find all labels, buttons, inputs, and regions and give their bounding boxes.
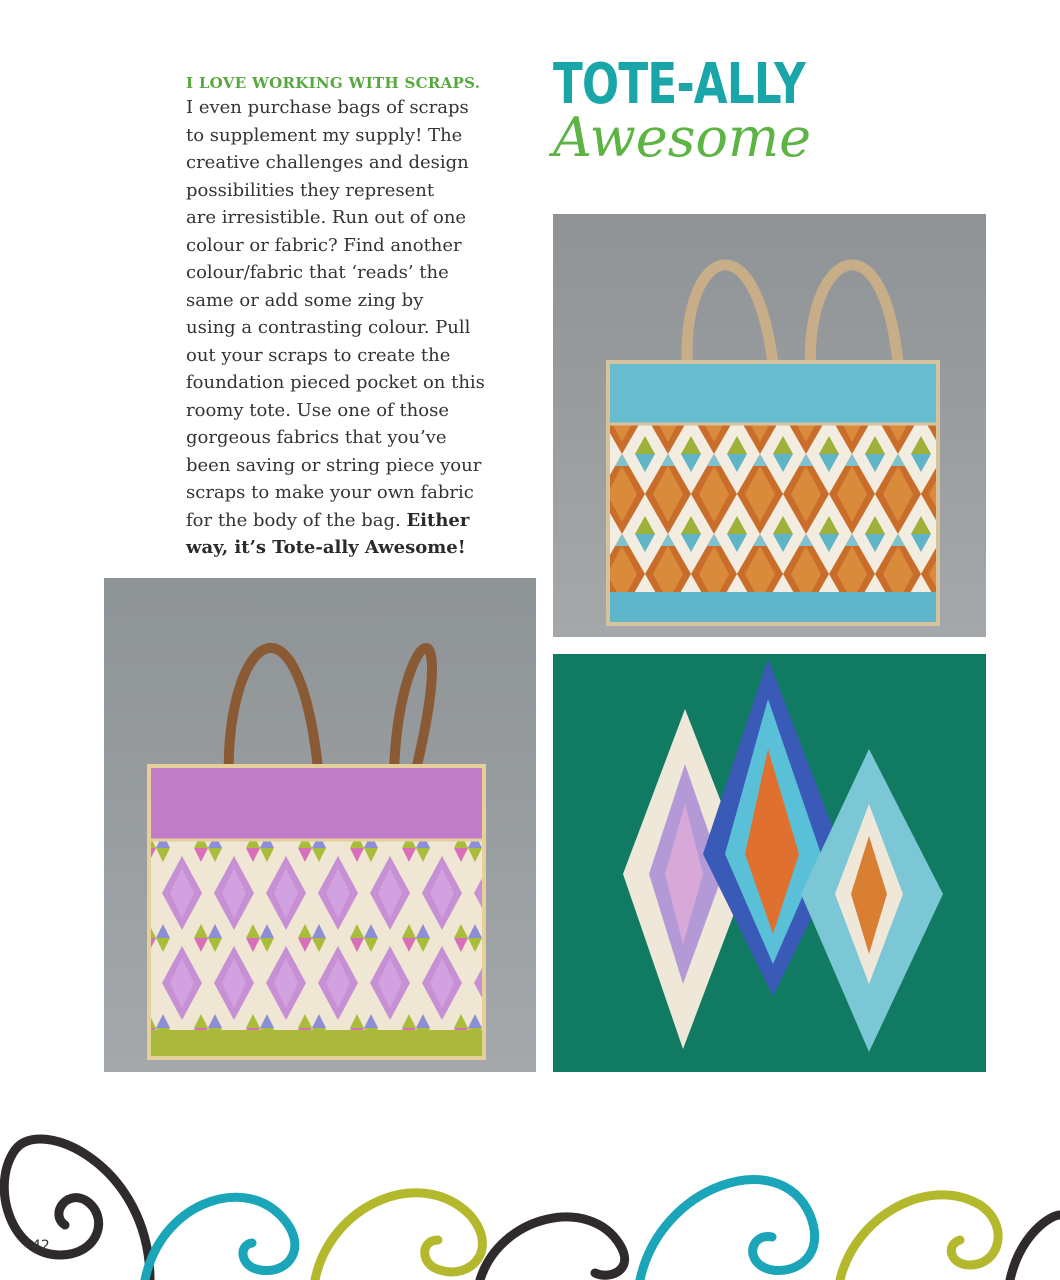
photo-blue-tote	[553, 214, 986, 637]
intro-closing: Either way, it’s Tote-ally Awesome!	[186, 509, 470, 558]
intro-lead: I LOVE WORKING WITH SCRAPS.	[186, 74, 481, 92]
intro-body	[186, 94, 516, 562]
title-line-1: TOTE-ALLY	[553, 52, 805, 117]
title-line-2: Awesome	[553, 106, 812, 169]
decorative-swirls	[0, 1105, 1060, 1280]
page-number: 42	[32, 1238, 50, 1254]
intro-body-text: I even purchase bags of scraps to supplement my supply! The creative challenges and design possibilities they represent are irresistible. Run out of one colour or fabric? Find another colour/fabric that ‘reads’ the same or add some zing by using a contrasting colour. Pull out your scraps to create the foundation pieced pocket on this roomy tote. Use one of those gorgeous fabrics that you’ve been saving or string piece your scraps to make your own fabric for the body of the bag.	[186, 97, 485, 531]
page-title	[553, 52, 813, 169]
intro-text-block	[186, 72, 516, 562]
photo-pink-tote	[104, 578, 536, 1072]
photo-quilt-panels	[553, 654, 986, 1072]
